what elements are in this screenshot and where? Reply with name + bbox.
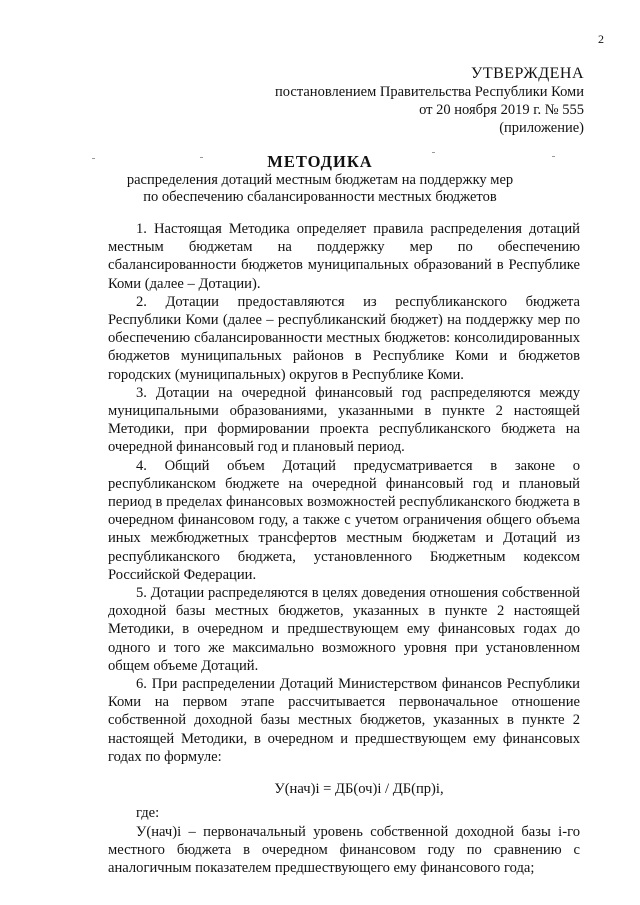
where-label: где: bbox=[136, 805, 160, 822]
paragraph-6: 6. При распределении Дотаций Министерством финансов Республики Коми на первом этапе рассчитывается первоначальное отношение собственной доходной базы местных бюджетов, указанных в пункте 2 настоящей Методики, в очередном и предшествующем ему финансовых годах по формуле: bbox=[108, 676, 580, 765]
paragraph-4: 4. Общий объем Дотаций предусматривается в законе о республиканском бюджете на очередной финансовый год и плановый период в пределах финансовых возможностей республиканского бюджета в очередном финансовом году, а также с учетом ограничения общего объема иных межбюджетных трансфертов местным бюджетам и Дотаций из республиканского бюджета, установленного Бюджетным кодексом Российской Федерации. bbox=[108, 457, 580, 583]
approval-title: УТВЕРЖДЕНА bbox=[470, 65, 584, 82]
approval-line-1: постановлением Правительства Республики Коми bbox=[275, 84, 584, 100]
approval-line-2: от 20 ноября 2019 г. № 555 bbox=[419, 102, 584, 118]
document-heading bbox=[0, 152, 640, 206]
paragraph-1: 1. Настоящая Методика определяет правила распределения дотаций местным бюджетам на поддержку мер по обеспечению сбалансированности бюджетов муниципальных образований в Республике Коми (далее – Дотации). bbox=[108, 221, 580, 292]
definition: У(нач)i – первоначальный уровень собственной доходной базы i-го местного бюджета в очередном финансовом году по сравнению с аналогичным показателем предшествующего ему финансового года; bbox=[108, 823, 580, 876]
paragraph-3: 3. Дотации на очередной финансовый год распределяются между муниципальными образованиями, указанными в пункте 2 настоящей Методики, при формировании проекта республиканского бюджета на очередной финансовый год и плановый период. bbox=[108, 384, 580, 456]
paragraph-5: 5. Дотации распределяются в целях доведения отношения собственной доходной базы местных бюджетов, указанных в пункте 2 настоящей Методики, в очередном и предшествующем ему финансовых годах до одного и того же максимально возможного уровня при установленном общем объеме Дотаций. bbox=[108, 585, 580, 674]
document-subtitle-line-1: распределения дотаций местным бюджетам на поддержку мер bbox=[126, 172, 514, 188]
formula: У(нач)i = ДБ(оч)i / ДБ(пр)i, bbox=[274, 781, 444, 798]
document-title: МЕТОДИКА bbox=[267, 152, 373, 171]
paragraph-2: 2. Дотации предоставляются из республиканского бюджета Республики Коми (далее – республиканский бюджет) на поддержку мер по обеспечению сбалансированности местных бюджетов: консолидированных бюджетов муниципальных районов в Республике Коми и бюджетов городских (муниципальных) округов в Республике Коми. bbox=[108, 293, 580, 383]
document-body bbox=[108, 220, 580, 877]
page-number: 2 bbox=[598, 32, 604, 46]
document-subtitle-line-2: по обеспечению сбалансированности местных бюджетов bbox=[143, 189, 497, 205]
approval-line-3: (приложение) bbox=[499, 120, 584, 136]
approval-block bbox=[275, 65, 584, 137]
